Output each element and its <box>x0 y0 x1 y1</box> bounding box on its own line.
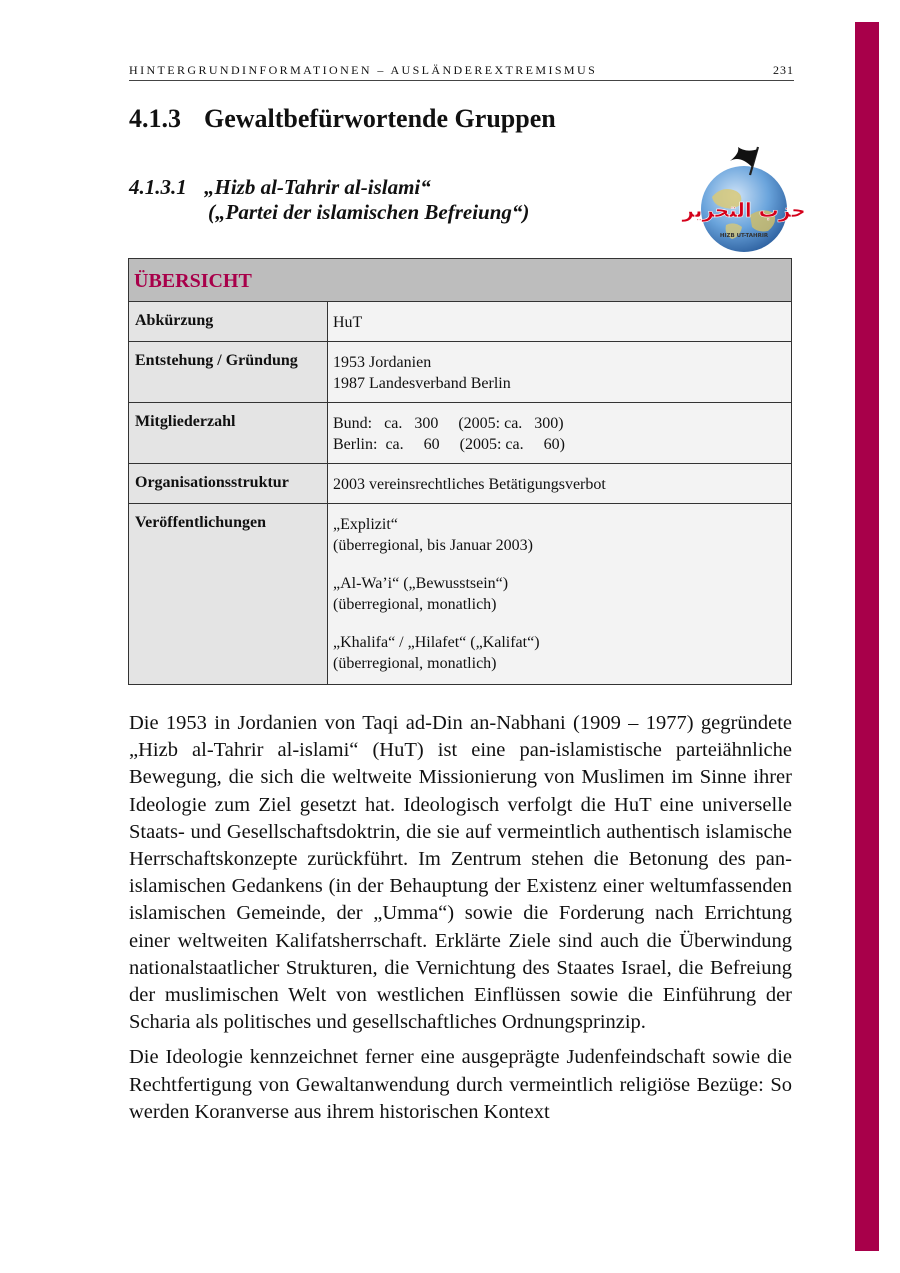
value-line: 1987 Landesverband Berlin <box>333 375 511 392</box>
row-value <box>328 464 791 503</box>
running-title: HINTERGRUNDINFORMATIONEN – AUSLÄNDEREXTREMISMUS <box>129 63 598 77</box>
value-line: 2003 vereinsrechtliches Betätigungsverbot <box>333 476 606 493</box>
overview-row-abbreviation <box>129 302 791 342</box>
body-paragraph: Die Ideologie kennzeichnet ferner eine ausgeprägte Judenfeindschaft sowie die Rechtfertigung von Gewaltanwendung durch vermeintlich religiöse Bezüge: So werden Koranverse aus ihrem historischen Kontext <box>129 1046 792 1123</box>
overview-row-publications <box>129 504 791 684</box>
chapter-color-bar <box>855 22 879 1251</box>
overview-row-organisation <box>129 464 791 504</box>
value-line: Bund: ca. 300 (2005: ca. 300) <box>333 415 564 432</box>
row-label: Mitgliederzahl <box>129 403 328 463</box>
overview-row-founding <box>129 342 791 403</box>
row-label: Organisationsstruktur <box>129 464 328 503</box>
row-value <box>328 504 791 684</box>
value-line: (überregional, monatlich) <box>333 596 497 613</box>
section-number: 4.1.3 <box>129 104 181 133</box>
subsection-title-line2: („Partei der islamischen Befreiung“) <box>208 200 530 224</box>
subsection-heading <box>129 175 529 225</box>
row-value <box>328 302 791 341</box>
running-header <box>129 60 794 81</box>
row-value <box>328 342 791 402</box>
value-line: „Khalifa“ / „Hilafet“ („Kalifat“) <box>333 634 540 651</box>
logo-arabic-text: حزب التحرير <box>682 198 806 222</box>
page-number: 231 <box>773 63 794 77</box>
value-line: Berlin: ca. 60 (2005: ca. 60) <box>333 436 565 453</box>
row-label: Veröffentlichungen <box>129 504 328 684</box>
hizb-ut-tahrir-logo <box>682 145 806 255</box>
body-paragraph: Die 1953 in Jordanien von Taqi ad-Din an-Nabhani (1909 – 1977) gegründete „Hizb al-Tahrir al-islami“ (HuT) ist eine pan-islamistische parteiähnliche Bewegung, die sich die weltweite Missionierung von Muslimen im Sinne ihrer Ideologie zum Ziel gesetzt hat. Ideologisch verfolgt die HuT eine universelle Staats- und Gesellschaftsdoktrin, die sie auf vermeintlich authentisch islamische Herrschaftskonzepte zurückführt. Im Zentrum stehen die Betonung des pan-islamischen Gedankens (in der Behauptung der Existenz einer weltumfassenden islamischen Gemeinde, der „Umma“) sowie die Forderung nach Errichtung einer weltweiten Kalifatsherrschaft. Erklärte Ziele sind auch die Überwindung nationalstaatlicher Strukturen, die Vernichtung des Staates Israel, die Befreiung der muslimischen Welt von westlichen Einflüssen sowie die Einführung der Scharia als politisches und gesellschaftliches Ordnungsprinzip. <box>129 712 792 1034</box>
overview-table <box>128 258 792 685</box>
row-value <box>328 403 791 463</box>
value-line: (überregional, monatlich) <box>333 655 497 672</box>
logo-latin-text: HIZB UT-TAHRIR <box>719 233 769 239</box>
value-line: (überregional, bis Januar 2003) <box>333 537 533 554</box>
value-line: „Al-Wa’i“ („Bewusstsein“) <box>333 575 509 592</box>
overview-row-members <box>129 403 791 464</box>
body-text <box>129 710 792 1134</box>
section-title: Gewaltbefürwortende Gruppen <box>204 104 556 133</box>
overview-heading: ÜBERSICHT <box>129 259 791 302</box>
row-label: Entstehung / Gründung <box>129 342 328 402</box>
section-heading <box>129 104 556 134</box>
value-line: HuT <box>333 314 363 331</box>
subsection-title-line1: „Hizb al-Tahrir al-islami“ <box>204 175 431 199</box>
subsection-number: 4.1.3.1 <box>129 175 187 199</box>
row-label: Abkürzung <box>129 302 328 341</box>
value-line: „Explizit“ <box>333 516 398 533</box>
value-line: 1953 Jordanien <box>333 354 432 371</box>
